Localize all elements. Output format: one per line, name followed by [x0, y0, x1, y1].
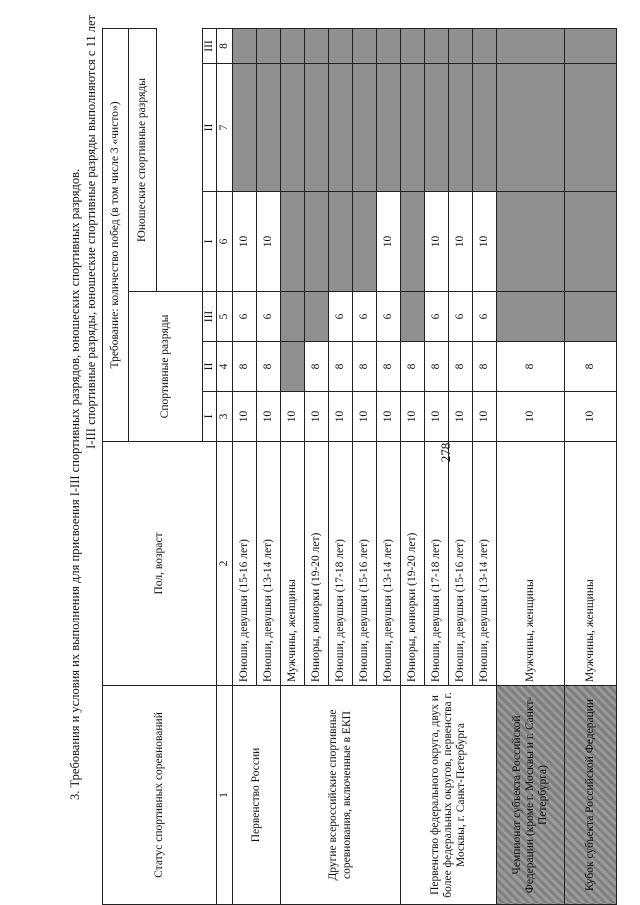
- column-number: 7: [217, 64, 233, 192]
- value-cell: 10: [353, 392, 377, 442]
- value-cell: [565, 292, 617, 342]
- table-row: [497, 28, 565, 904]
- value-cell: 6: [425, 292, 449, 342]
- category-cell: Мужчины, женщины: [497, 442, 565, 686]
- category-cell: Мужчины, женщины: [281, 442, 305, 686]
- value-cell: 10: [257, 192, 281, 292]
- value-cell: 8: [565, 342, 617, 392]
- value-cell: [565, 28, 617, 63]
- value-cell: 10: [377, 392, 401, 442]
- value-cell: [257, 64, 281, 192]
- value-cell: [401, 28, 425, 63]
- page-number: 278: [438, 442, 453, 463]
- value-cell: [473, 28, 497, 63]
- value-cell: 10: [329, 392, 353, 442]
- value-cell: [281, 64, 305, 192]
- value-cell: [449, 64, 473, 192]
- value-cell: 10: [497, 392, 565, 442]
- value-cell: [233, 28, 257, 63]
- value-cell: [377, 28, 401, 63]
- column-number: 2: [217, 442, 233, 686]
- value-cell: [257, 28, 281, 63]
- value-cell: [425, 28, 449, 63]
- value-cell: [401, 192, 425, 292]
- value-cell: 10: [449, 392, 473, 442]
- value-cell: 10: [377, 192, 401, 292]
- value-cell: 8: [449, 342, 473, 392]
- value-cell: [565, 192, 617, 292]
- value-cell: [377, 64, 401, 192]
- category-cell: Юниоры, юниорки (19-20 лет): [401, 442, 425, 686]
- column-number: 4: [217, 342, 233, 392]
- value-cell: 10: [281, 392, 305, 442]
- category-cell: Юноши, девушки (15-16 лет): [353, 442, 377, 686]
- status-cell: Чемпионат субъекта Российской Федерации (кроме г. Москвы и г. Санкт-Петербурга): [497, 686, 565, 905]
- value-cell: [329, 192, 353, 292]
- header-youth-2: II: [202, 64, 216, 192]
- value-cell: 10: [565, 392, 617, 442]
- value-cell: 8: [353, 342, 377, 392]
- value-cell: [425, 64, 449, 192]
- category-cell: Юниоры, юниорки (19-20 лет): [305, 442, 329, 686]
- value-cell: [281, 342, 305, 392]
- column-number: 8: [217, 28, 233, 63]
- value-cell: [401, 64, 425, 192]
- value-cell: [281, 28, 305, 63]
- column-number: 3: [217, 392, 233, 442]
- value-cell: [329, 28, 353, 63]
- value-cell: 6: [257, 292, 281, 342]
- value-cell: [305, 292, 329, 342]
- table-row: [233, 28, 257, 904]
- value-cell: 8: [257, 342, 281, 392]
- category-cell: Юноши, девушки (15-16 лет): [233, 442, 257, 686]
- value-cell: [401, 292, 425, 342]
- header-rank-1: I: [202, 392, 216, 442]
- value-cell: [233, 64, 257, 192]
- value-cell: 10: [305, 392, 329, 442]
- value-cell: 6: [329, 292, 353, 342]
- category-cell: Юноши, девушки (15-16 лет): [449, 442, 473, 686]
- value-cell: [353, 192, 377, 292]
- value-cell: 10: [473, 192, 497, 292]
- value-cell: 8: [425, 342, 449, 392]
- value-cell: [497, 28, 565, 63]
- value-cell: 6: [473, 292, 497, 342]
- header-youth-ranks: Юношеские спортивные разряды: [129, 28, 157, 291]
- value-cell: 10: [233, 392, 257, 442]
- category-cell: Юноши, девушки (17-18 лет): [329, 442, 353, 686]
- value-cell: 8: [377, 342, 401, 392]
- value-cell: [305, 28, 329, 63]
- header-requirement: Требование: количество побед (в том числе 3 «чисто»): [103, 28, 129, 441]
- value-cell: 8: [305, 342, 329, 392]
- value-cell: [473, 64, 497, 192]
- value-cell: 6: [353, 292, 377, 342]
- value-cell: [305, 192, 329, 292]
- value-cell: 8: [401, 342, 425, 392]
- value-cell: 10: [473, 392, 497, 442]
- table-row: [401, 28, 425, 904]
- header-youth-3: III: [202, 28, 216, 63]
- column-number: 6: [217, 192, 233, 292]
- column-number: 1: [217, 686, 233, 905]
- section-title: 3. Требования и условия их выполнения для присвоения I-III спортивных разрядов, юношеских спортивных разрядов.: [68, 168, 82, 800]
- value-cell: [565, 64, 617, 192]
- value-cell: [497, 292, 565, 342]
- value-cell: [353, 28, 377, 63]
- value-cell: 6: [377, 292, 401, 342]
- value-cell: 6: [449, 292, 473, 342]
- value-cell: 10: [233, 192, 257, 292]
- category-cell: Юноши, девушки (17-18 лет): [425, 442, 449, 686]
- value-cell: 8: [473, 342, 497, 392]
- value-cell: 8: [329, 342, 353, 392]
- value-cell: 8: [233, 342, 257, 392]
- header-rank-2: II: [202, 342, 216, 392]
- value-cell: [281, 192, 305, 292]
- value-cell: 8: [497, 342, 565, 392]
- category-cell: Мужчины, женщины: [565, 442, 617, 686]
- section-subtitle: I-III спортивные разряды, юношеские спортивные разряды выполняются с 11 лет: [84, 15, 98, 449]
- header-gender-age: Пол, возраст: [103, 442, 217, 686]
- value-cell: 10: [401, 392, 425, 442]
- value-cell: [281, 292, 305, 342]
- value-cell: [329, 64, 353, 192]
- value-cell: 10: [425, 192, 449, 292]
- value-cell: 6: [233, 292, 257, 342]
- value-cell: [497, 192, 565, 292]
- header-sport-ranks: Спортивные разряды: [129, 292, 203, 442]
- status-cell: Другие всероссийские спортивные соревнования, включенные в ЕКП: [281, 686, 401, 905]
- category-cell: Юноши, девушки (13-14 лет): [473, 442, 497, 686]
- category-cell: Юноши, девушки (13-14 лет): [257, 442, 281, 686]
- table-row: [565, 28, 617, 904]
- column-number: 5: [217, 292, 233, 342]
- status-cell: Первенство федерального округа, двух и более федеральных округов, первенства г. Москвы, г. Санкт-Петербурга: [401, 686, 497, 905]
- value-cell: [497, 64, 565, 192]
- status-cell: Кубок субъекта Российской Федерации: [565, 686, 617, 905]
- status-cell: Первенство России: [233, 686, 281, 905]
- header-youth-1: I: [202, 192, 216, 292]
- value-cell: [449, 28, 473, 63]
- value-cell: 10: [425, 392, 449, 442]
- category-cell: Юноши, девушки (13-14 лет): [377, 442, 401, 686]
- value-cell: 10: [449, 192, 473, 292]
- value-cell: 10: [257, 392, 281, 442]
- header-status: Статус спортивных соревнований: [103, 686, 217, 905]
- value-cell: [305, 64, 329, 192]
- requirements-table: [102, 28, 617, 905]
- value-cell: [353, 64, 377, 192]
- table-row: [281, 28, 305, 904]
- header-rank-3: III: [202, 292, 216, 342]
